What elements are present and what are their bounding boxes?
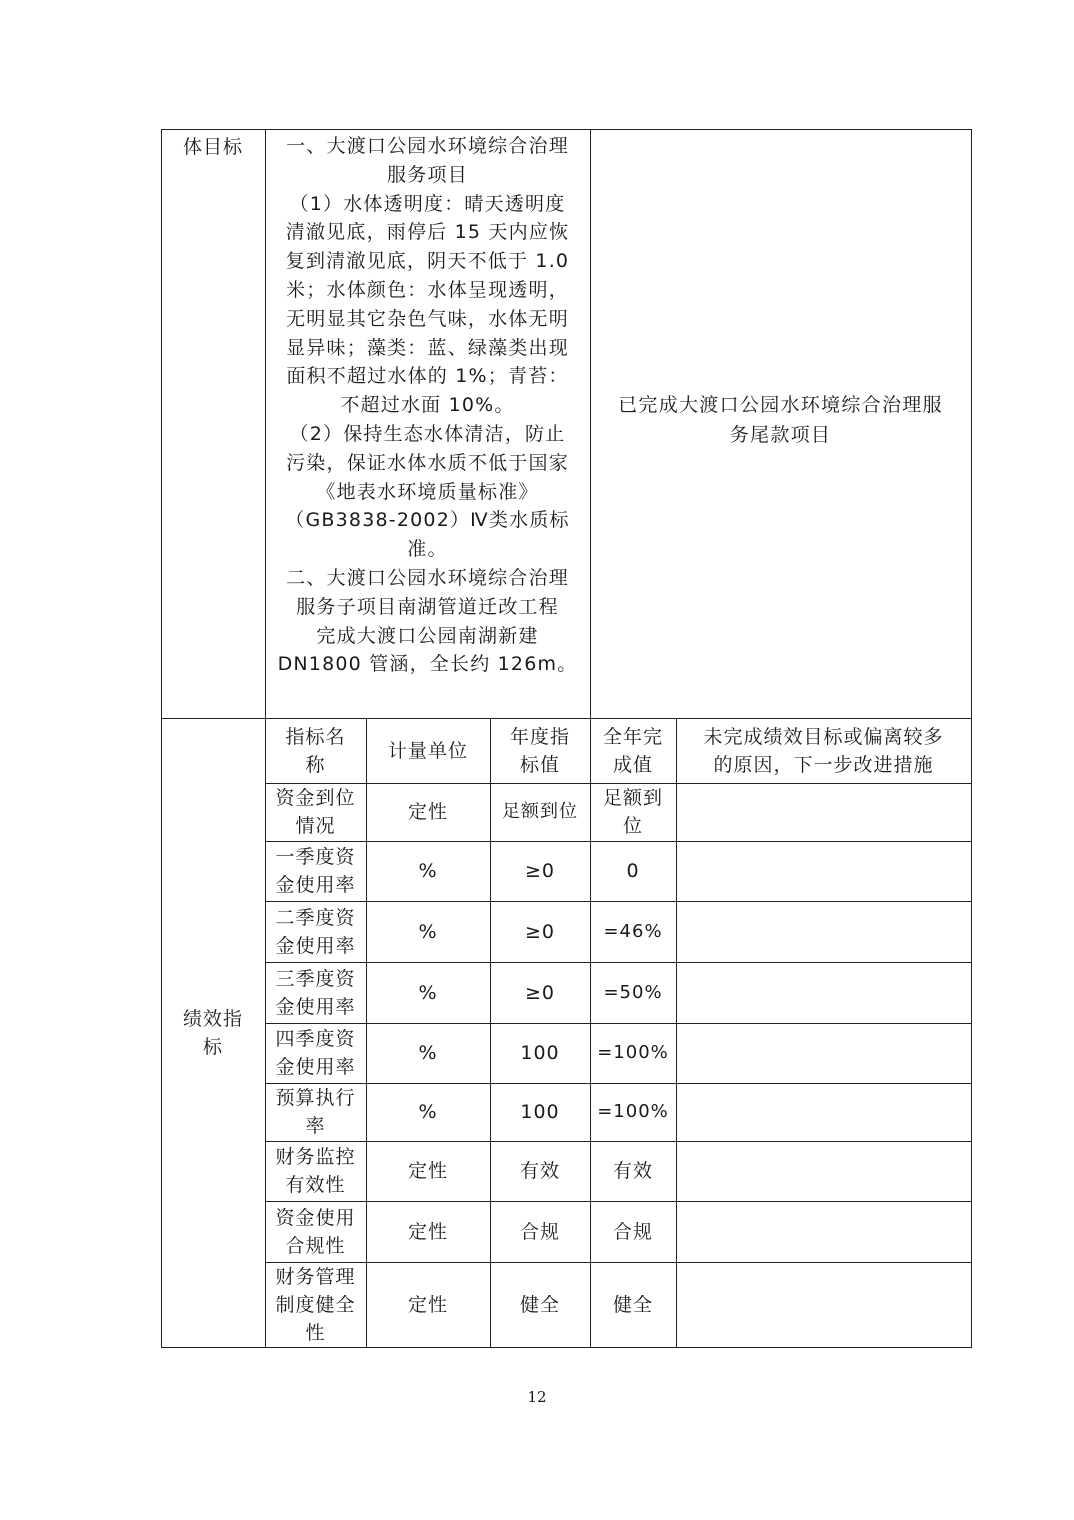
indicator-name-line: 性 (305, 1321, 326, 1344)
table-border-bottom (161, 1347, 972, 1348)
header-unit-line: 计量单位 (387, 739, 468, 762)
header-indicator-name (265, 718, 366, 783)
indicator-reason (676, 1262, 971, 1347)
indicator-name (265, 1201, 366, 1262)
indicator-unit-line: 定性 (407, 1160, 448, 1182)
goal-plan-line: （GB3838-2002）Ⅳ类水质标 (285, 509, 570, 532)
table-border-top (161, 129, 972, 130)
indicator-unit (366, 1083, 490, 1141)
indicator-actual-line: 有效 (612, 1160, 653, 1182)
indicator-unit-line: % (418, 981, 438, 1004)
indicator-name-line: 资金到位 (275, 787, 356, 809)
indicator-target (490, 783, 590, 841)
indicator-name-line: 财务管理 (275, 1265, 356, 1288)
indicator-unit (366, 783, 490, 841)
indicator-actual (590, 1262, 676, 1347)
indicator-target-line: 足额到位 (502, 801, 578, 822)
indicator-target (490, 901, 590, 962)
header-indicator-name-line: 指标名 (285, 725, 346, 748)
indicator-actual-line: 足额到 (602, 787, 663, 809)
indicator-unit (366, 841, 490, 901)
indicator-target-line: 健全 (519, 1293, 560, 1316)
indicator-name (265, 901, 366, 962)
indicator-name (265, 783, 366, 841)
indicator-unit (366, 1201, 490, 1262)
indicator-actual (590, 841, 676, 901)
indicator-name (265, 962, 366, 1023)
indicator-name-line: 金使用率 (275, 874, 356, 896)
indicator-reason (676, 1201, 971, 1262)
page-number: 12 (527, 1388, 547, 1406)
indicator-reason (676, 962, 971, 1023)
indicator-reason (676, 1023, 971, 1083)
indicator-actual-line: 0 (626, 860, 640, 882)
goal-plan-line: DN1800 管涵，全长约 126m。 (277, 653, 578, 676)
indicator-target-line: ≥0 (524, 981, 555, 1004)
table-border-right (971, 129, 972, 1348)
header-indicator-name-line: 称 (305, 753, 326, 776)
indicator-actual-line: 健全 (612, 1293, 653, 1316)
indicator-name (265, 1023, 366, 1083)
indicator-target (490, 841, 590, 901)
indicator-target (490, 1083, 590, 1141)
goal-plan-line: 清澈见底，雨停后 15 天内应恢 (285, 221, 570, 244)
indicator-name-line: 预算执行 (275, 1087, 356, 1109)
indicator-target-line: ≥0 (524, 920, 555, 943)
indicator-actual (590, 901, 676, 962)
goal-plan-line: 《地表水环境质量标准》 (316, 480, 539, 503)
goal-plan-line: 米；水体颜色：水体呈现透明， (286, 278, 569, 301)
header-reason-line: 未完成绩效目标或偏离较多 (703, 725, 944, 748)
header-reason (676, 718, 971, 783)
indicator-name-line: 二季度资 (275, 906, 356, 929)
indicator-target-line: 100 (520, 1042, 560, 1064)
indicator-unit-line: 定性 (407, 801, 448, 823)
indicator-name-line: 资金使用 (275, 1206, 356, 1229)
goal-plan-line: 二、大渡口公园水环境综合治理 (286, 566, 569, 589)
indicator-target (490, 1141, 590, 1201)
column-divider (590, 129, 591, 718)
goal-result-line: 已完成大渡口公园水环境综合治理服 (618, 394, 943, 416)
indicator-name-line: 三季度资 (275, 967, 356, 990)
indicator-name-line: 有效性 (285, 1174, 346, 1196)
indicator-name-line: 财务监控 (275, 1146, 356, 1168)
goal-plan-line: 无明显其它杂色气味，水体无明 (286, 307, 569, 330)
indicator-unit (366, 962, 490, 1023)
indicator-unit-line: 定性 (407, 1220, 448, 1243)
goal-plan-line: （2）保持生态水体清洁，防止 (289, 422, 566, 445)
indicator-name-line: 制度健全 (275, 1293, 356, 1316)
goal-plan-line: 服务子项目南湖管道迁改工程 (296, 595, 559, 618)
header-annual-target-line: 标值 (519, 753, 560, 776)
indicator-unit (366, 1023, 490, 1083)
header-reason-line: 的原因，下一步改进措施 (713, 753, 934, 776)
indicator-name-line: 金使用率 (275, 934, 356, 957)
indicator-reason (676, 1141, 971, 1201)
indicator-reason (676, 901, 971, 962)
indicator-actual-line: 合规 (612, 1220, 653, 1243)
indicator-unit-line: % (418, 1101, 438, 1123)
indicator-unit-line: 定性 (407, 1293, 448, 1316)
indicator-reason (676, 1083, 971, 1141)
indicator-actual-line: 位 (622, 815, 643, 837)
indicator-target-line: ≥0 (524, 860, 555, 882)
indicator-unit-line: % (418, 920, 438, 943)
goal-result-line: 务尾款项目 (729, 424, 832, 446)
goal-plan-line: 显异味；藻类：蓝、绿藻类出现 (286, 336, 569, 359)
indicator-actual (590, 1083, 676, 1141)
header-unit (366, 718, 490, 783)
indicator-actual-line: =100% (597, 1042, 669, 1063)
indicator-target (490, 1201, 590, 1262)
indicator-actual (590, 1023, 676, 1083)
goal-plan-line: 准。 (407, 538, 448, 561)
goal-plan-line: 面积不超过水体的 1%；青苔： (286, 365, 569, 388)
indicator-name-line: 四季度资 (275, 1028, 356, 1050)
indicator-name (265, 1262, 366, 1347)
indicator-reason (676, 841, 971, 901)
indicator-name (265, 841, 366, 901)
indicator-name-line: 金使用率 (275, 1056, 356, 1078)
indicator-target-line: 合规 (519, 1220, 560, 1243)
indicator-target-line: 100 (520, 1101, 560, 1123)
indicator-target-line: 有效 (519, 1160, 560, 1182)
indicator-name-line: 一季度资 (275, 846, 356, 868)
goal-plan-text (265, 132, 590, 679)
indicator-target (490, 962, 590, 1023)
indicator-name-line: 合规性 (285, 1234, 346, 1257)
section-label-line: 标 (202, 1035, 223, 1058)
indicator-actual (590, 1141, 676, 1201)
indicator-actual (590, 1201, 676, 1262)
indicator-reason (676, 783, 971, 841)
header-annual-target-line: 年度指 (509, 725, 570, 748)
indicator-actual-line: =50% (603, 981, 663, 1003)
goal-result-text (590, 390, 971, 450)
indicator-name-line: 率 (305, 1115, 326, 1137)
indicator-name (265, 1141, 366, 1201)
indicator-actual (590, 783, 676, 841)
header-annual-actual (590, 718, 676, 783)
indicator-unit (366, 1141, 490, 1201)
header-annual-actual-line: 全年完 (602, 725, 663, 748)
indicator-actual-line: =46% (603, 920, 663, 942)
table-border-left (161, 129, 162, 1347)
row-divider (161, 718, 265, 719)
indicator-name (265, 1083, 366, 1141)
header-annual-target (490, 718, 590, 783)
goal-label: 体目标 (182, 136, 243, 158)
header-annual-actual-line: 成值 (612, 753, 653, 776)
goal-plan-line: 服务项目 (387, 163, 468, 186)
indicator-unit-line: % (418, 1042, 438, 1064)
indicator-name-line: 金使用率 (275, 995, 356, 1018)
goal-plan-line: 污染，保证水体水质不低于国家 (286, 451, 569, 474)
goal-plan-line: 完成大渡口公园南湖新建 (316, 624, 539, 647)
indicator-unit-line: % (418, 860, 438, 882)
goal-plan-line: 不超过水面 10%。 (340, 394, 515, 417)
goal-plan-line: 一、大渡口公园水环境综合治理 (286, 135, 569, 157)
indicator-unit (366, 1262, 490, 1347)
goal-plan-line: （1）水体透明度：晴天透明度 (289, 192, 566, 215)
indicator-name-line: 情况 (295, 815, 336, 837)
indicator-actual (590, 962, 676, 1023)
indicator-section-label (161, 718, 265, 1347)
indicator-target (490, 1262, 590, 1347)
indicator-actual-line: =100% (597, 1101, 669, 1122)
indicator-unit (366, 901, 490, 962)
goal-plan-line: 复到清澈见底，阴天不低于 1.0 (285, 250, 570, 273)
section-label-line: 绩效指 (182, 1007, 243, 1030)
indicator-target (490, 1023, 590, 1083)
